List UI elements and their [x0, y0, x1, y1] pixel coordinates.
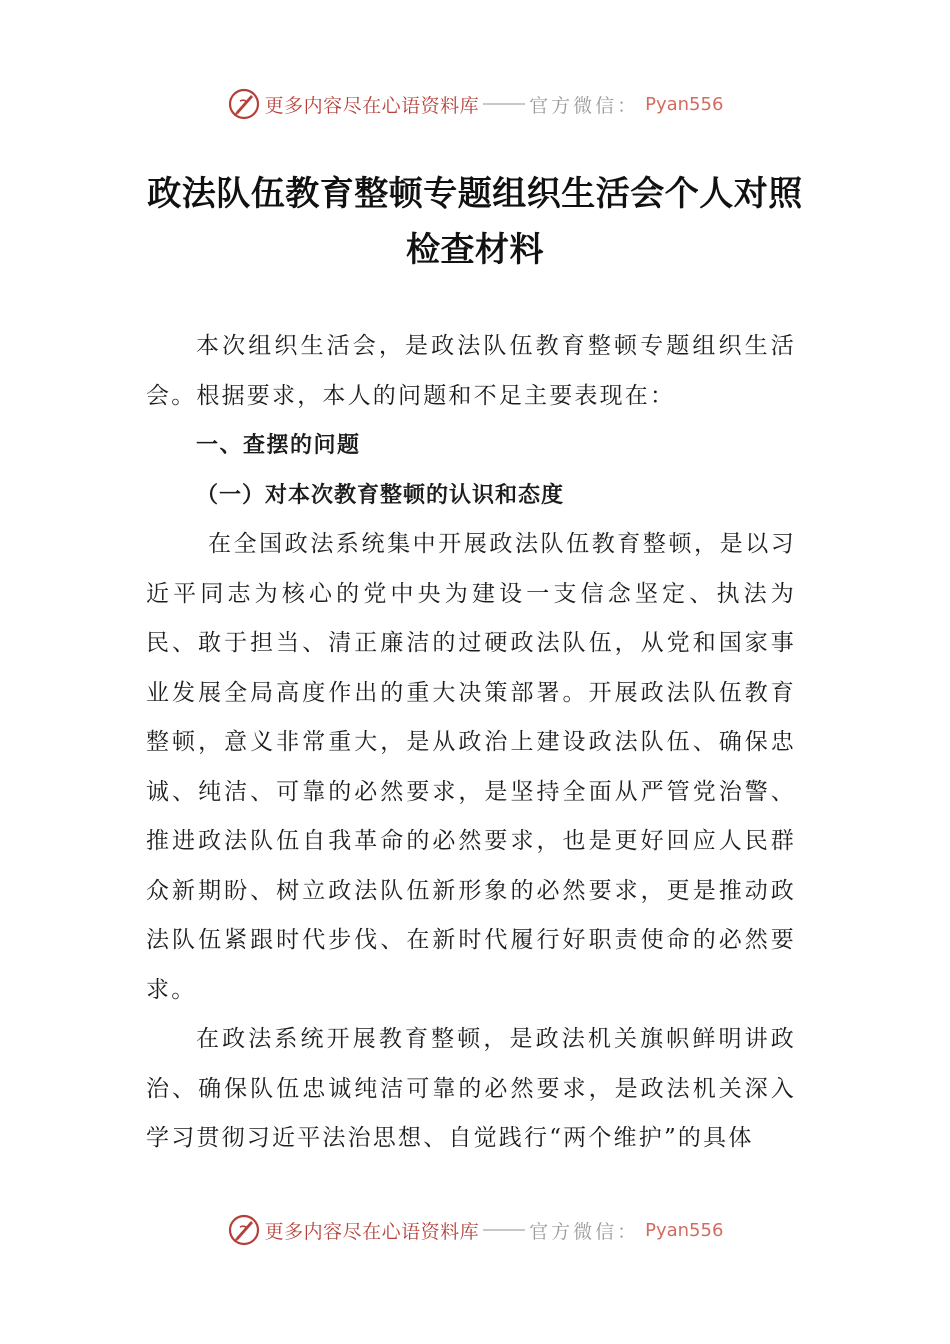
watermark-wechat-id: Pyan556: [645, 93, 724, 115]
document-body: [146, 322, 796, 1164]
watermark-wechat-id: Pyan556: [645, 1219, 724, 1241]
quill-logo-icon: [227, 87, 261, 121]
section-heading: 一、查摆的问题: [196, 433, 361, 458]
header-watermark: [0, 84, 950, 124]
watermark-divider: [483, 103, 525, 105]
watermark-divider: [483, 1229, 525, 1231]
document-title: 政法队伍教育整顿专题组织生活会个人对照检查材料: [147, 174, 803, 270]
watermark-label: 官方微信：: [529, 94, 640, 117]
watermark-text: 更多内容尽在心语资料库: [264, 94, 480, 117]
intro-paragraph: 本次组织生活会，是政法队伍教育整顿专题组织生活会。根据要求，本人的问题和不足主要表现在：: [146, 333, 796, 409]
footer-watermark: [0, 1210, 950, 1250]
body-paragraph-1: 在全国政法系统集中开展政法队伍教育整顿，是以习近平同志为核心的党中央为建设一支信念坚定、执法为民、敢于担当、清正廉洁的过硬政法队伍，从党和国家事业发展全局高度作出的重大决策部署。开展政法队伍教育整顿，意义非常重大，是从政治上建设政法队伍、确保忠诚、纯洁、可靠的必然要求，是坚持全面从严管党治警、推进政法队伍自我革命的必然要求，也是更好回应人民群众新期盼、树立政法队伍新形象的必然要求，更是推动政法队伍紧跟时代步伐、在新时代履行好职责使命的必然要求。: [146, 531, 796, 1003]
watermark-text: 更多内容尽在心语资料库: [264, 1220, 480, 1243]
body-paragraph-2: 在政法系统开展教育整顿，是政法机关旗帜鲜明讲政治、确保队伍忠诚纯洁可靠的必然要求，是政法机关深入学习贯彻习近平法治思想、自觉践行“两个维护”的具体: [146, 1026, 796, 1151]
watermark-label: 官方微信：: [529, 1220, 640, 1243]
subsection-heading: （一）对本次教育整顿的认识和态度: [196, 482, 565, 508]
quill-logo-icon: [227, 1213, 261, 1247]
